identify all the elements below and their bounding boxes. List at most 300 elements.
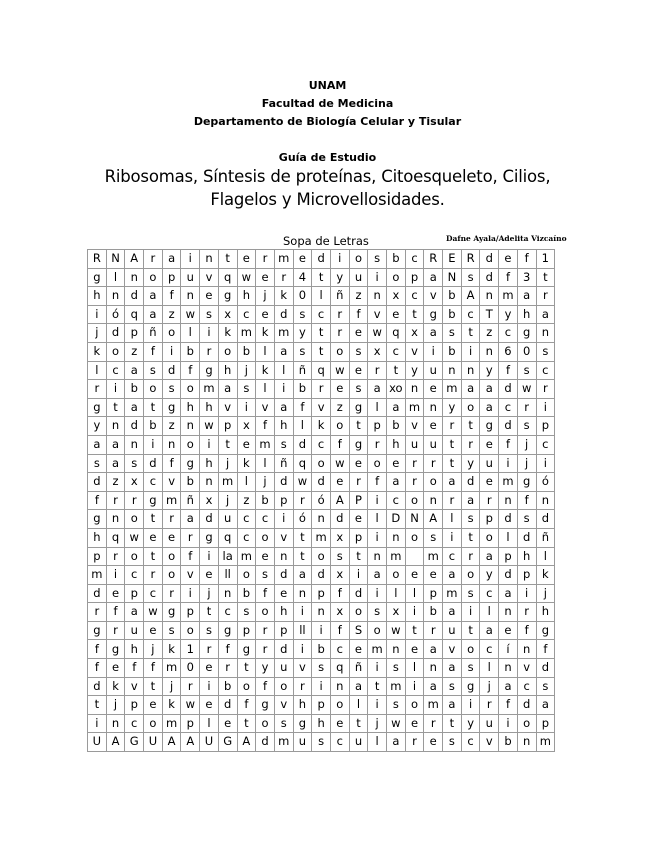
grid-cell: d bbox=[218, 696, 237, 715]
grid-cell: w bbox=[517, 380, 536, 399]
grid-cell: e bbox=[349, 510, 368, 529]
grid-cell: e bbox=[424, 380, 443, 399]
grid-cell: u bbox=[480, 714, 499, 733]
grid-cell: m bbox=[443, 584, 462, 603]
grid-cell: z bbox=[237, 491, 256, 510]
grid-cell: w bbox=[387, 621, 406, 640]
grid-cell: A bbox=[125, 250, 144, 269]
grid-cell: e bbox=[480, 473, 499, 492]
grid-cell: q bbox=[125, 305, 144, 324]
grid-cell: m bbox=[405, 398, 424, 417]
grid-cell: G bbox=[125, 733, 144, 752]
grid-cell: e bbox=[480, 435, 499, 454]
grid-cell: a bbox=[499, 584, 518, 603]
grid-cell: f bbox=[330, 584, 349, 603]
grid-cell: r bbox=[461, 435, 480, 454]
grid-cell: 0 bbox=[293, 287, 312, 306]
grid-cell: 3 bbox=[517, 268, 536, 287]
grid-cell: ó bbox=[106, 305, 125, 324]
grid-cell: s bbox=[368, 250, 387, 269]
grid-cell: m bbox=[88, 566, 107, 585]
grid-cell: v bbox=[443, 640, 462, 659]
grid-cell: o bbox=[256, 603, 275, 622]
grid-cell: c bbox=[312, 305, 331, 324]
grid-cell: j bbox=[88, 324, 107, 343]
grid-cell: d bbox=[200, 510, 219, 529]
grid-cell: h bbox=[293, 696, 312, 715]
grid-cell: e bbox=[144, 621, 163, 640]
grid-cell: v bbox=[424, 287, 443, 306]
grid-cell: p bbox=[181, 714, 200, 733]
grid-cell: o bbox=[125, 510, 144, 529]
department-name: Departamento de Biología Celular y Tisular bbox=[193, 115, 462, 128]
grid-cell: r bbox=[443, 491, 462, 510]
grid-cell: d bbox=[144, 454, 163, 473]
grid-cell: w bbox=[368, 324, 387, 343]
grid-cell: n bbox=[125, 435, 144, 454]
grid-cell: n bbox=[106, 510, 125, 529]
grid-cell: k bbox=[536, 566, 555, 585]
grid-cell: n bbox=[424, 398, 443, 417]
grid-cell: a bbox=[387, 398, 406, 417]
grid-cell: a bbox=[144, 287, 163, 306]
grid-cell: s bbox=[387, 659, 406, 678]
grid-cell: n bbox=[330, 677, 349, 696]
grid-cell: m bbox=[237, 547, 256, 566]
grid-cell: s bbox=[349, 380, 368, 399]
grid-cell: a bbox=[536, 305, 555, 324]
grid-row bbox=[88, 361, 555, 380]
grid-cell: E bbox=[443, 250, 462, 269]
grid-cell: xo bbox=[387, 380, 406, 399]
grid-cell: d bbox=[536, 510, 555, 529]
topic-line-2: Flagelos y Microvellosidades. bbox=[210, 190, 445, 209]
faculty-name: Facultad de Medicina bbox=[261, 97, 394, 110]
grid-cell: y bbox=[461, 714, 480, 733]
grid-cell: s bbox=[237, 603, 256, 622]
grid-cell: c bbox=[330, 640, 349, 659]
grid-cell: j bbox=[218, 491, 237, 510]
grid-cell: n bbox=[106, 287, 125, 306]
grid-cell: s bbox=[330, 547, 349, 566]
grid-cell: m bbox=[162, 659, 181, 678]
grid-row bbox=[88, 380, 555, 399]
grid-cell: p bbox=[480, 510, 499, 529]
grid-cell: z bbox=[480, 324, 499, 343]
grid-cell: v bbox=[125, 677, 144, 696]
grid-cell: r bbox=[443, 417, 462, 436]
grid-cell: c bbox=[461, 733, 480, 752]
grid-cell: a bbox=[106, 454, 125, 473]
grid-cell: r bbox=[405, 473, 424, 492]
grid-cell: h bbox=[200, 454, 219, 473]
grid-cell: i bbox=[312, 677, 331, 696]
grid-cell: c bbox=[517, 677, 536, 696]
grid-cell: m bbox=[387, 547, 406, 566]
grid-cell: w bbox=[200, 417, 219, 436]
grid-cell: t bbox=[349, 417, 368, 436]
grid-cell: e bbox=[200, 696, 219, 715]
grid-cell: 1 bbox=[536, 250, 555, 269]
grid-cell: y bbox=[293, 324, 312, 343]
grid-cell: v bbox=[405, 342, 424, 361]
grid-cell: p bbox=[218, 417, 237, 436]
grid-cell: l bbox=[480, 659, 499, 678]
grid-cell: d bbox=[461, 473, 480, 492]
grid-cell: a bbox=[443, 566, 462, 585]
grid-cell: y bbox=[480, 566, 499, 585]
grid-cell: i bbox=[162, 342, 181, 361]
grid-cell: v bbox=[218, 398, 237, 417]
grid-cell: r bbox=[517, 398, 536, 417]
grid-cell: n bbox=[181, 287, 200, 306]
grid-cell: a bbox=[144, 305, 163, 324]
grid-cell: r bbox=[88, 603, 107, 622]
grid-cell: d bbox=[106, 324, 125, 343]
grid-cell: r bbox=[480, 696, 499, 715]
grid-cell: u bbox=[125, 621, 144, 640]
grid-cell: e bbox=[144, 696, 163, 715]
grid-row bbox=[88, 287, 555, 306]
grid-cell: o bbox=[312, 547, 331, 566]
grid-cell: x bbox=[405, 324, 424, 343]
grid-cell: n bbox=[181, 417, 200, 436]
grid-cell: a bbox=[181, 510, 200, 529]
grid-cell: g bbox=[349, 435, 368, 454]
grid-cell: g bbox=[88, 268, 107, 287]
grid-cell: m bbox=[256, 435, 275, 454]
grid-cell: a bbox=[480, 398, 499, 417]
grid-cell: o bbox=[330, 342, 349, 361]
grid-cell: m bbox=[499, 473, 518, 492]
grid-cell: r bbox=[405, 733, 424, 752]
grid-cell: c bbox=[405, 287, 424, 306]
grid-cell: i bbox=[106, 380, 125, 399]
grid-cell: l bbox=[536, 547, 555, 566]
grid-cell: t bbox=[293, 528, 312, 547]
grid-cell: f bbox=[330, 621, 349, 640]
grid-cell: e bbox=[256, 547, 275, 566]
grid-row bbox=[88, 268, 555, 287]
grid-cell: i bbox=[293, 603, 312, 622]
grid-cell: o bbox=[368, 454, 387, 473]
grid-cell: i bbox=[368, 584, 387, 603]
grid-cell: i bbox=[293, 640, 312, 659]
grid-cell: l bbox=[443, 510, 462, 529]
grid-cell: p bbox=[181, 603, 200, 622]
topic-line-1: Ribosomas, Síntesis de proteínas, Citoesqueleto, Cilios, bbox=[104, 167, 551, 186]
grid-cell: r bbox=[330, 305, 349, 324]
grid-cell: i bbox=[349, 566, 368, 585]
grid-cell: a bbox=[424, 640, 443, 659]
grid-cell: c bbox=[256, 510, 275, 529]
grid-cell: y bbox=[256, 659, 275, 678]
grid-cell: a bbox=[125, 603, 144, 622]
grid-cell: h bbox=[274, 417, 293, 436]
grid-cell: b bbox=[443, 287, 462, 306]
grid-cell: d bbox=[499, 566, 518, 585]
grid-cell: o bbox=[405, 696, 424, 715]
grid-cell: m bbox=[536, 733, 555, 752]
grid-cell: ñ bbox=[536, 528, 555, 547]
grid-cell: y bbox=[461, 454, 480, 473]
grid-cell: z bbox=[106, 473, 125, 492]
grid-cell: x bbox=[200, 491, 219, 510]
grid-cell: l bbox=[256, 380, 275, 399]
grid-cell: i bbox=[499, 714, 518, 733]
authors-credit: Dafne Ayala/Adelita Vizcaíno bbox=[446, 234, 567, 243]
grid-cell: s bbox=[256, 566, 275, 585]
grid-cell: o bbox=[330, 417, 349, 436]
grid-cell: t bbox=[405, 621, 424, 640]
grid-cell: s bbox=[312, 659, 331, 678]
grid-cell: s bbox=[536, 677, 555, 696]
grid-cell: f bbox=[144, 659, 163, 678]
grid-cell: f bbox=[162, 287, 181, 306]
grid-cell: e bbox=[349, 640, 368, 659]
grid-cell: l bbox=[256, 342, 275, 361]
grid-cell: b bbox=[443, 305, 462, 324]
grid-cell: b bbox=[256, 491, 275, 510]
grid-cell: s bbox=[125, 454, 144, 473]
grid-cell: s bbox=[461, 510, 480, 529]
grid-cell: g bbox=[88, 510, 107, 529]
grid-cell: f bbox=[88, 640, 107, 659]
grid-cell: r bbox=[256, 640, 275, 659]
grid-cell: a bbox=[88, 435, 107, 454]
grid-cell: e bbox=[218, 714, 237, 733]
grid-cell: a bbox=[480, 380, 499, 399]
grid-cell: j bbox=[237, 361, 256, 380]
grid-cell: o bbox=[405, 528, 424, 547]
grid-cell: g bbox=[88, 398, 107, 417]
grid-cell: r bbox=[368, 435, 387, 454]
grid-cell: o bbox=[387, 268, 406, 287]
grid-cell: z bbox=[349, 287, 368, 306]
grid-row bbox=[88, 435, 555, 454]
grid-cell: r bbox=[424, 621, 443, 640]
grid-cell: o bbox=[274, 677, 293, 696]
guide-title: Guía de Estudio bbox=[278, 151, 377, 164]
grid-cell: i bbox=[443, 528, 462, 547]
grid-cell: c bbox=[480, 640, 499, 659]
grid-cell: s bbox=[312, 733, 331, 752]
grid-cell: b bbox=[125, 380, 144, 399]
grid-cell: n bbox=[106, 417, 125, 436]
grid-cell: g bbox=[106, 640, 125, 659]
grid-cell: c bbox=[405, 250, 424, 269]
grid-cell: e bbox=[106, 659, 125, 678]
grid-cell: i bbox=[368, 528, 387, 547]
grid-cell: q bbox=[330, 659, 349, 678]
grid-cell: n bbox=[424, 659, 443, 678]
grid-cell: i bbox=[200, 324, 219, 343]
grid-cell: f bbox=[293, 398, 312, 417]
grid-cell: f bbox=[517, 250, 536, 269]
grid-cell: w bbox=[125, 528, 144, 547]
grid-cell: t bbox=[461, 417, 480, 436]
grid-cell: c bbox=[312, 435, 331, 454]
grid-cell: c bbox=[237, 305, 256, 324]
grid-cell: o bbox=[405, 491, 424, 510]
grid-cell: t bbox=[144, 547, 163, 566]
grid-cell: r bbox=[517, 603, 536, 622]
grid-cell: t bbox=[443, 714, 462, 733]
grid-cell: S bbox=[349, 621, 368, 640]
grid-cell: i bbox=[88, 305, 107, 324]
grid-cell: y bbox=[443, 398, 462, 417]
grid-cell: h bbox=[88, 528, 107, 547]
grid-cell: f bbox=[181, 361, 200, 380]
grid-cell: r bbox=[106, 547, 125, 566]
grid-cell: a bbox=[461, 380, 480, 399]
grid-cell: c bbox=[499, 398, 518, 417]
grid-cell: A bbox=[162, 733, 181, 752]
grid-cell: g bbox=[461, 677, 480, 696]
grid-cell: e bbox=[162, 528, 181, 547]
grid-cell: e bbox=[106, 584, 125, 603]
grid-cell: i bbox=[144, 435, 163, 454]
grid-cell: d bbox=[274, 305, 293, 324]
grid-cell: k bbox=[256, 361, 275, 380]
grid-row bbox=[88, 566, 555, 585]
grid-cell: x bbox=[330, 528, 349, 547]
grid-cell: j bbox=[480, 677, 499, 696]
grid-cell: i bbox=[405, 603, 424, 622]
grid-cell: l bbox=[480, 603, 499, 622]
grid-cell: p bbox=[536, 417, 555, 436]
grid-cell: a bbox=[162, 250, 181, 269]
grid-cell: d bbox=[349, 584, 368, 603]
grid-cell: p bbox=[312, 696, 331, 715]
grid-cell: l bbox=[368, 733, 387, 752]
grid-cell: d bbox=[517, 528, 536, 547]
grid-cell: a bbox=[125, 398, 144, 417]
grid-cell: d bbox=[517, 696, 536, 715]
grid-cell: o bbox=[256, 714, 275, 733]
grid-cell: ó bbox=[536, 473, 555, 492]
grid-cell: n bbox=[368, 547, 387, 566]
grid-cell: r bbox=[461, 547, 480, 566]
grid-cell: r bbox=[144, 250, 163, 269]
grid-cell: o bbox=[480, 528, 499, 547]
grid-cell: r bbox=[106, 491, 125, 510]
grid-cell: r bbox=[368, 361, 387, 380]
grid-cell: a bbox=[424, 324, 443, 343]
grid-cell: o bbox=[162, 324, 181, 343]
grid-cell: d bbox=[536, 659, 555, 678]
grid-cell: s bbox=[443, 677, 462, 696]
grid-cell: n bbox=[499, 659, 518, 678]
grid-cell: t bbox=[536, 268, 555, 287]
grid-cell: t bbox=[144, 510, 163, 529]
grid-cell: a bbox=[499, 677, 518, 696]
grid-cell: h bbox=[218, 361, 237, 380]
grid-cell: ñ bbox=[274, 454, 293, 473]
grid-cell: t bbox=[218, 250, 237, 269]
grid-cell: a bbox=[443, 659, 462, 678]
grid-cell: j bbox=[200, 584, 219, 603]
grid-cell: p bbox=[125, 324, 144, 343]
grid-cell: c bbox=[461, 305, 480, 324]
grid-cell: s bbox=[144, 361, 163, 380]
grid-cell: g bbox=[517, 324, 536, 343]
grid-cell: r bbox=[293, 491, 312, 510]
grid-cell: d bbox=[274, 566, 293, 585]
grid-cell: g bbox=[424, 305, 443, 324]
grid-cell: i bbox=[499, 454, 518, 473]
grid-cell: b bbox=[443, 342, 462, 361]
grid-cell: v bbox=[293, 659, 312, 678]
grid-cell: r bbox=[536, 287, 555, 306]
grid-cell: a bbox=[274, 342, 293, 361]
grid-cell: g bbox=[200, 361, 219, 380]
grid-cell: j bbox=[536, 584, 555, 603]
grid-cell: l bbox=[499, 528, 518, 547]
grid-cell: f bbox=[256, 417, 275, 436]
grid-cell: t bbox=[218, 435, 237, 454]
grid-cell: o bbox=[349, 250, 368, 269]
grid-cell: i bbox=[88, 714, 107, 733]
grid-cell: o bbox=[330, 696, 349, 715]
grid-cell: k bbox=[237, 454, 256, 473]
grid-cell: d bbox=[312, 250, 331, 269]
grid-cell: a bbox=[218, 380, 237, 399]
grid-cell: q bbox=[218, 528, 237, 547]
grid-cell: j bbox=[256, 287, 275, 306]
grid-cell: l bbox=[387, 584, 406, 603]
grid-cell: u bbox=[218, 510, 237, 529]
grid-cell: r bbox=[480, 491, 499, 510]
grid-cell: t bbox=[312, 324, 331, 343]
grid-cell: o bbox=[106, 342, 125, 361]
grid-cell: a bbox=[480, 621, 499, 640]
grid-cell: f bbox=[125, 659, 144, 678]
grid-cell: t bbox=[349, 714, 368, 733]
grid-cell: c bbox=[237, 510, 256, 529]
grid-cell: o bbox=[461, 398, 480, 417]
grid-cell: a bbox=[293, 566, 312, 585]
grid-row bbox=[88, 473, 555, 492]
grid-row bbox=[88, 584, 555, 603]
grid-cell: n bbox=[387, 640, 406, 659]
grid-cell: r bbox=[88, 380, 107, 399]
grid-cell: e bbox=[387, 454, 406, 473]
grid-cell: t bbox=[312, 342, 331, 361]
grid-cell: n bbox=[106, 714, 125, 733]
grid-cell: t bbox=[312, 268, 331, 287]
grid-cell: U bbox=[200, 733, 219, 752]
grid-cell: ñ bbox=[349, 659, 368, 678]
grid-cell: r bbox=[200, 640, 219, 659]
grid-cell: s bbox=[517, 417, 536, 436]
grid-cell: r bbox=[181, 528, 200, 547]
grid-cell: v bbox=[256, 398, 275, 417]
grid-cell: d bbox=[480, 268, 499, 287]
grid-cell: u bbox=[424, 361, 443, 380]
grid-cell: e bbox=[200, 287, 219, 306]
grid-row bbox=[88, 640, 555, 659]
grid-cell: G bbox=[218, 733, 237, 752]
grid-cell: 0 bbox=[181, 659, 200, 678]
grid-cell: d bbox=[312, 473, 331, 492]
grid-cell: b bbox=[424, 603, 443, 622]
grid-cell: t bbox=[405, 305, 424, 324]
grid-cell: b bbox=[293, 380, 312, 399]
grid-cell: c bbox=[237, 528, 256, 547]
grid-cell: j bbox=[517, 435, 536, 454]
grid-cell: w bbox=[144, 603, 163, 622]
